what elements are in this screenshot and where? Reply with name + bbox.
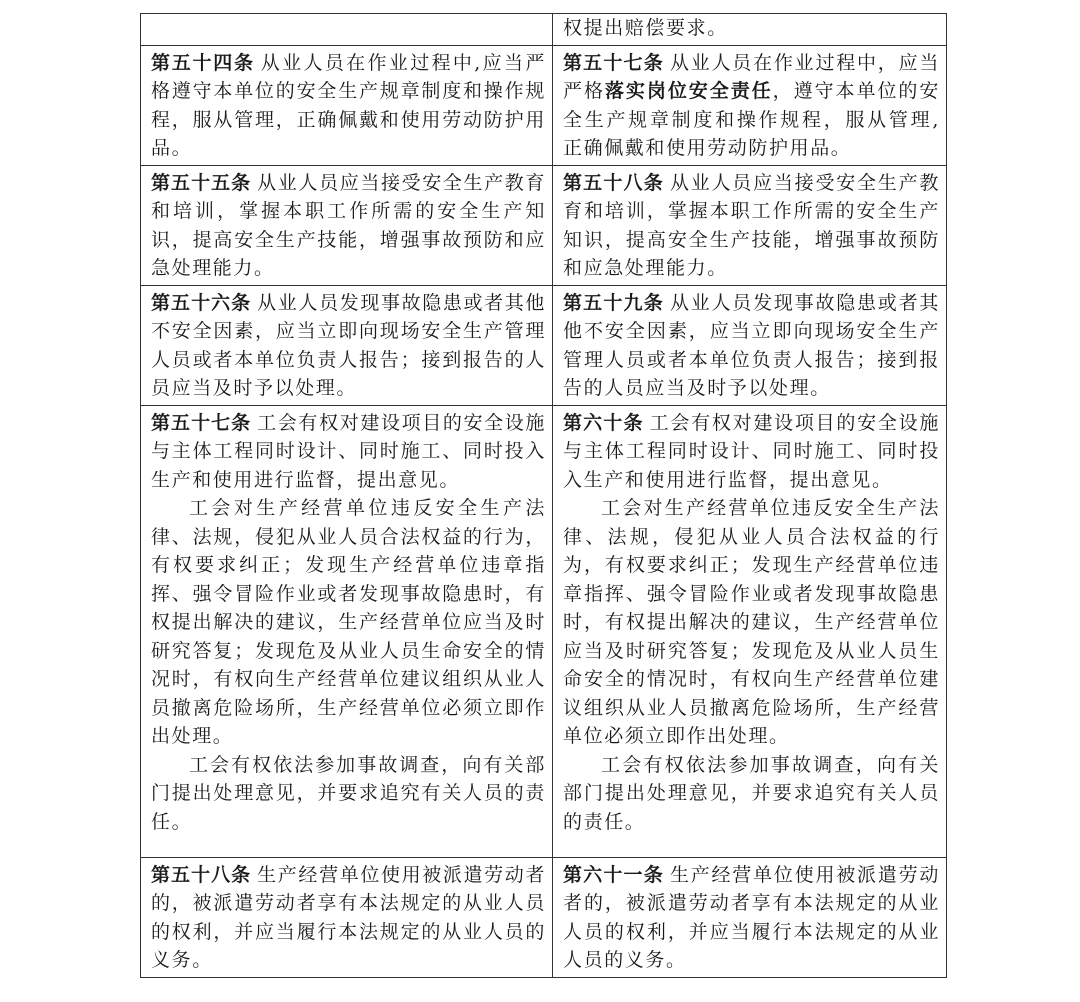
table-row xyxy=(141,857,947,977)
old-text-cell xyxy=(141,14,553,46)
article-number: 第五十五条 xyxy=(151,171,252,194)
article-text: 从业人员应当接受安全生产教育和培训，掌握本职工作所需的安全生产知识，提高安全生产技能，增强事故预防和应急处理能力。 xyxy=(151,171,546,279)
old-text-cell xyxy=(141,165,553,285)
article-text: 从业人员应当接受安全生产教育和培训，掌握本职工作所需的安全生产知识，提高安全生产技能，增强事故预防和应急处理能力。 xyxy=(563,171,940,279)
article-text: 从业人员在作业过程中，应当严格 xyxy=(563,51,940,102)
table-row xyxy=(141,405,947,857)
article-number: 第五十七条 xyxy=(151,411,252,434)
article-text: 从业人员在作业过程中,应当严格遵守本单位的安全生产规章制度和操作规程，服从管理，正确佩戴和使用劳动防护用品。 xyxy=(151,51,546,159)
article-number: 第五十七条 xyxy=(563,51,664,74)
table-row xyxy=(141,14,947,46)
article-number: 第五十四条 xyxy=(151,51,255,74)
article-number: 第五十八条 xyxy=(563,171,664,194)
article-number: 第五十九条 xyxy=(563,291,664,314)
new-text-cell xyxy=(553,45,947,165)
law-comparison-table xyxy=(140,13,947,978)
amended-text-highlight: 落实岗位安全责任 xyxy=(604,80,773,102)
article-number: 第五十六条 xyxy=(151,291,252,314)
article-text: 从业人员发现事故隐患或者其他不安全因素，应当立即向现场安全生产管理人员或者本单位负责人报告；接到报告的人员应当及时予以处理。 xyxy=(563,291,940,399)
article-text: 生产经营单位使用被派遣劳动者的，被派遣劳动者享有本法规定的从业人员的权利，并应当履行本法规定的从业人员的义务。 xyxy=(563,863,940,971)
article-text: 工会有权对建设项目的安全设施与主体工程同时设计、同时施工、同时投入生产和使用进行监督，提出意见。 xyxy=(563,411,940,491)
paragraph: 工会对生产经营单位违反安全生产法律、法规，侵犯从业人员合法权益的行为，有权要求纠正；发现生产经营单位违章指挥、强令冒险作业或者发现事故隐患时，有权提出解决的建议，生产经营单位应当及时研究答复；发现危及从业人员生命安全的情况时，有权向生产经营单位建议组织从业人员撤离危险场所，生产经营单位必须立即作出处理。 xyxy=(151,497,546,747)
article-number: 第六十一条 xyxy=(563,863,664,886)
table-row xyxy=(141,165,947,285)
article-text: 从业人员发现事故隐患或者其他不安全因素，应当立即向现场安全生产管理人员或者本单位负责人报告；接到报告的人员应当及时予以处理。 xyxy=(151,291,546,399)
article-text: 工会有权对建设项目的安全设施与主体工程同时设计、同时施工、同时投入生产和使用进行监督，提出意见。 xyxy=(151,411,546,491)
old-text-cell xyxy=(141,45,553,165)
paragraph: 工会对生产经营单位违反安全生产法律、法规，侵犯从业人员合法权益的行为，有权要求纠正；发现生产经营单位违章指挥、强令冒险作业或者发现事故隐患时，有权提出解决的建议，生产经营单位应当及时研究答复；发现危及从业人员生命安全的情况时，有权向生产经营单位建议组织从业人员撤离危险场所，生产经营单位必须立即作出处理。 xyxy=(563,497,940,747)
new-text-cell xyxy=(553,165,947,285)
article-text: ，遵守本单位的安全生产规章制度和操作规程，服从管理,正确佩戴和使用劳动防护用品。 xyxy=(563,80,940,159)
new-text-cell xyxy=(553,14,947,46)
old-text-cell xyxy=(141,857,553,977)
new-text-cell xyxy=(553,285,947,405)
new-text-cell xyxy=(553,405,947,857)
article-text: 生产经营单位使用被派遣劳动者的，被派遣劳动者享有本法规定的从业人员的权利，并应当履行本法规定的从业人员的义务。 xyxy=(151,863,546,971)
new-text-cell xyxy=(553,857,947,977)
old-text-cell xyxy=(141,405,553,857)
paragraph: 工会有权依法参加事故调查，向有关部门提出处理意见，并要求追究有关人员的责任。 xyxy=(563,753,940,833)
old-text-cell xyxy=(141,285,553,405)
article-number: 第五十八条 xyxy=(151,863,252,886)
table-row xyxy=(141,285,947,405)
paragraph: 工会有权依法参加事故调查，向有关部门提出处理意见，并要求追究有关人员的责任。 xyxy=(151,753,546,833)
article-number: 第六十条 xyxy=(563,411,644,434)
table-row xyxy=(141,45,947,165)
paragraph: 权提出赔偿要求。 xyxy=(563,17,728,39)
